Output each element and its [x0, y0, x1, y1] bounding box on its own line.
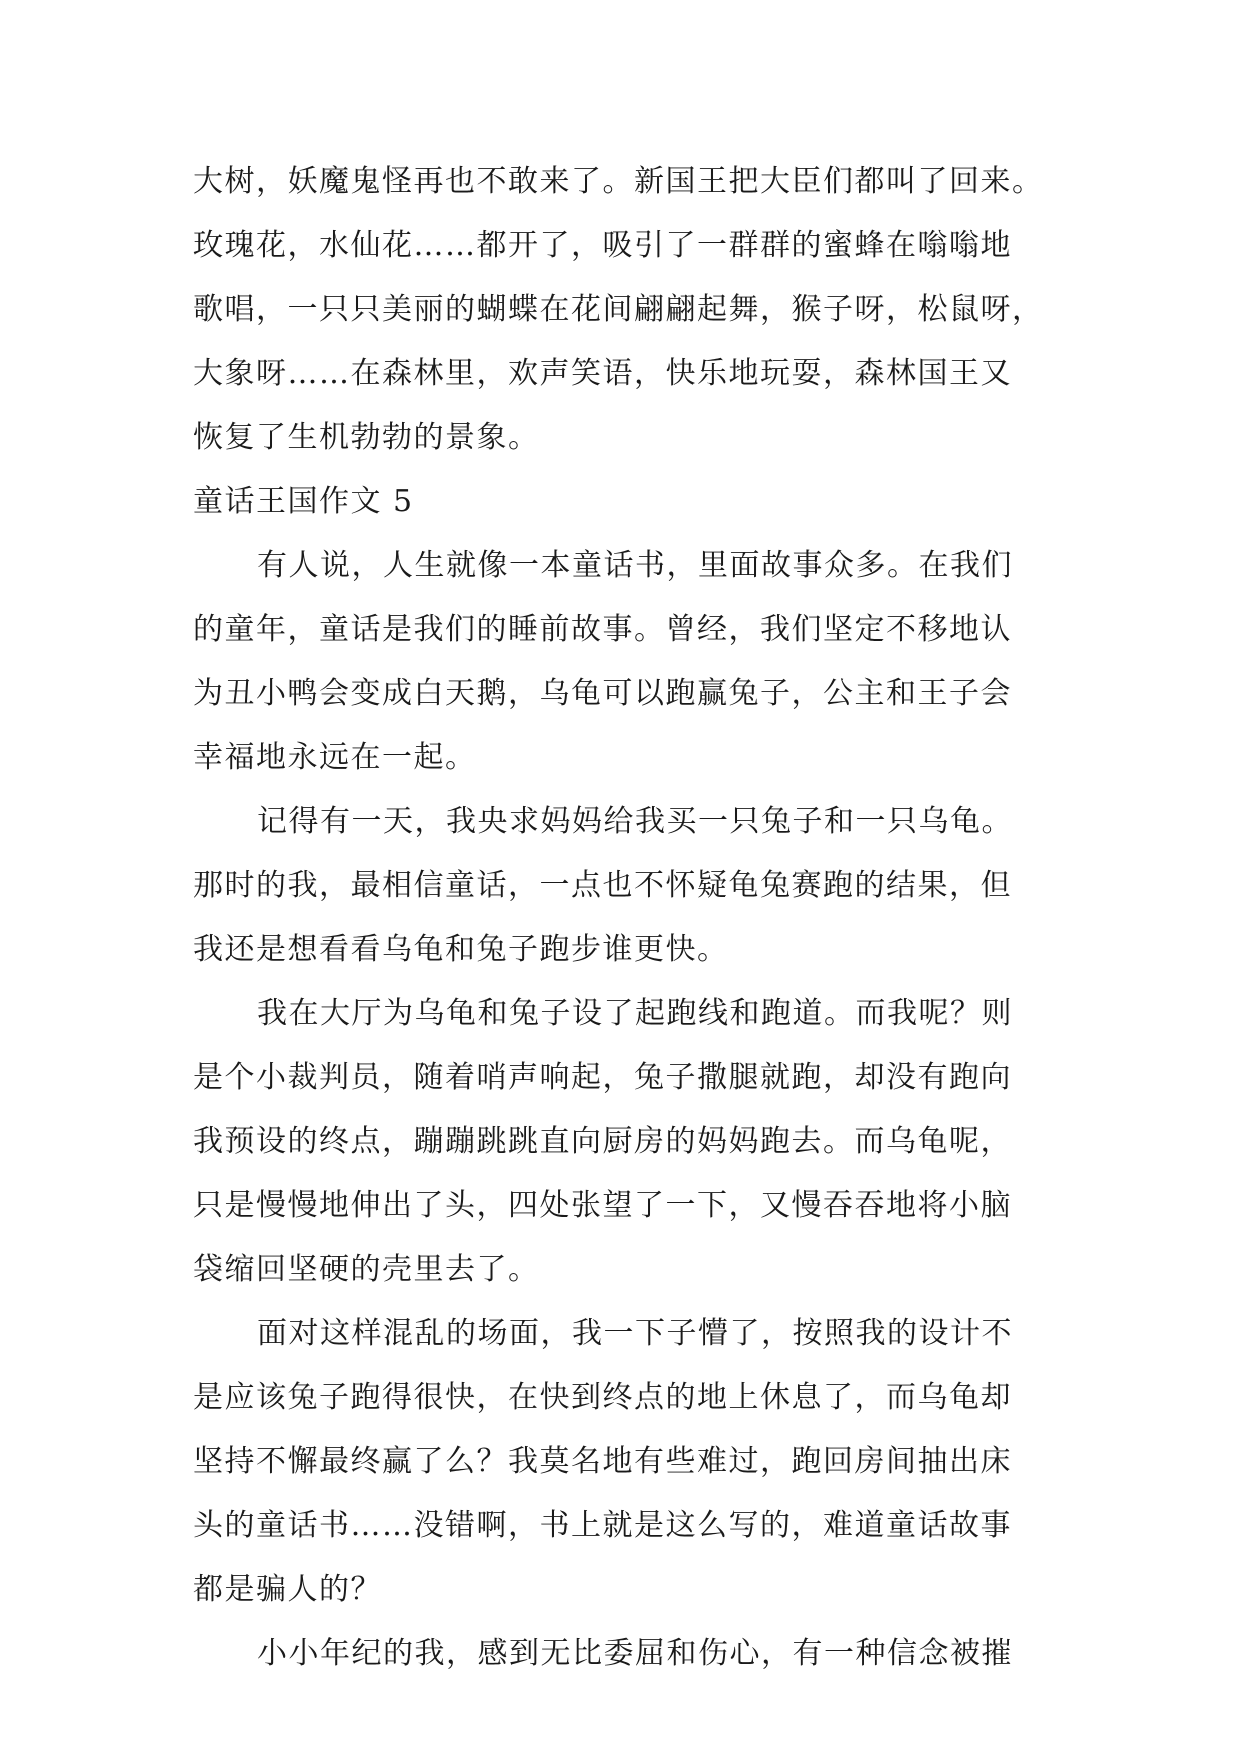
- text-line: 大树，妖魔鬼怪再也不敢来了。新国王把大臣们都叫了回来。: [193, 164, 1044, 199]
- text-line: 幸福地永远在一起。: [193, 740, 477, 775]
- text-line: 坚持不懈最终赢了么？我莫名地有些难过，跑回房间抽出床: [193, 1444, 1012, 1479]
- text-line: 歌唱，一只只美丽的蝴蝶在花间翩翩起舞，猴子呀，松鼠呀，: [193, 292, 1044, 327]
- text-line: 我预设的终点，蹦蹦跳跳直向厨房的妈妈跑去。而乌龟呢，: [193, 1124, 1012, 1159]
- text-line: 都是骗人的？: [193, 1572, 382, 1607]
- text-line: 我还是想看看乌龟和兔子跑步谁更快。: [193, 932, 729, 967]
- paragraph-first-line: 有人说，人生就像一本童话书，里面故事众多。在我们: [257, 548, 1013, 583]
- text-line: 是个小裁判员，随着哨声响起，兔子撒腿就跑，却没有跑向: [193, 1060, 1012, 1095]
- text-line: 的童年，童话是我们的睡前故事。曾经，我们坚定不移地认: [193, 612, 1012, 647]
- section-heading: 童话王国作文 5: [193, 484, 414, 519]
- paragraph-first-line: 记得有一天，我央求妈妈给我买一只兔子和一只乌龟。: [257, 804, 1013, 839]
- text-line: 袋缩回坚硬的壳里去了。: [193, 1252, 540, 1287]
- text-line: 恢复了生机勃勃的景象。: [193, 420, 540, 455]
- text-line: 只是慢慢地伸出了头，四处张望了一下，又慢吞吞地将小脑: [193, 1188, 1012, 1223]
- paragraph-first-line: 我在大厅为乌龟和兔子设了起跑线和跑道。而我呢？则: [257, 996, 1013, 1031]
- text-line: 大象呀……在森林里，欢声笑语，快乐地玩耍，森林国王又: [193, 356, 1012, 391]
- text-line: 玫瑰花，水仙花……都开了，吸引了一群群的蜜蜂在嗡嗡地: [193, 228, 1012, 263]
- paragraph-first-line: 小小年纪的我，感到无比委屈和伤心，有一种信念被摧: [257, 1636, 1013, 1671]
- text-line: 头的童话书……没错啊，书上就是这么写的，难道童话故事: [193, 1508, 1012, 1543]
- paragraph-first-line: 面对这样混乱的场面，我一下子懵了，按照我的设计不: [257, 1316, 1013, 1351]
- text-line: 为丑小鸭会变成白天鹅，乌龟可以跑赢兔子，公主和王子会: [193, 676, 1012, 711]
- text-line: 那时的我，最相信童话，一点也不怀疑龟兔赛跑的结果，但: [193, 868, 1012, 903]
- text-line: 是应该兔子跑得很快，在快到终点的地上休息了，而乌龟却: [193, 1380, 1012, 1415]
